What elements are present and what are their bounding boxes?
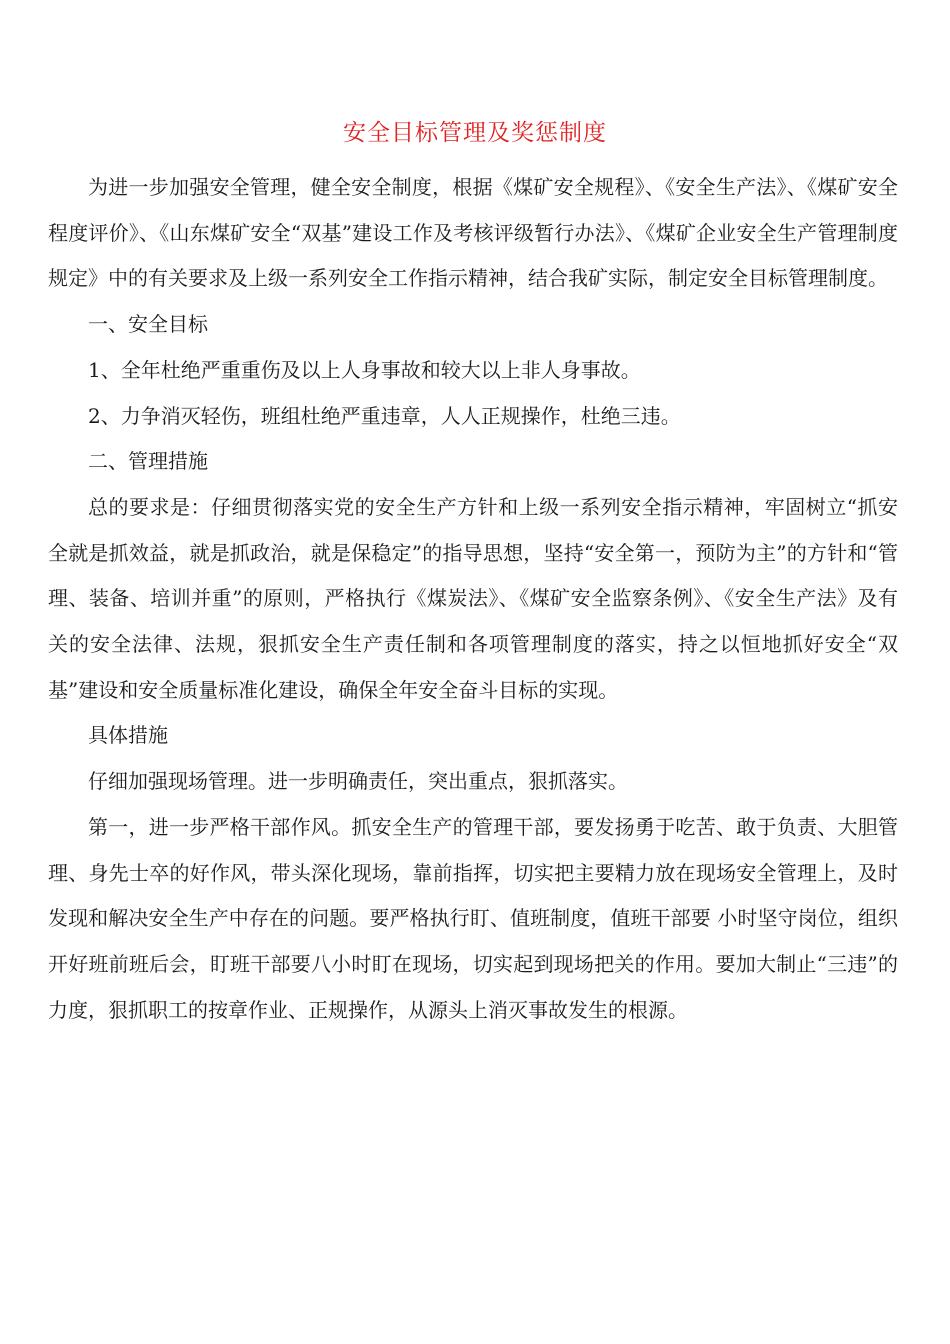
document-title: 安全目标管理及奖惩制度	[343, 120, 607, 146]
section-heading-management-measures: 二、管理措施	[88, 449, 208, 474]
paragraph-intro: 为进一步加强安全管理，健全安全制度，根据《煤矿安全规程》、《安全生产法》、《煤矿安全程度评价》、《山东煤矿安全“双基”建设工作及考核评级暂行办法》、《煤矿企业安全生产管理制度规定》中的有关要求及上级一系列安全工作指示精神，结合我矿实际，制定安全目标管理制度。	[48, 175, 898, 291]
section-heading-safety-goals: 一、安全目标	[88, 312, 208, 337]
subheading-specific-measures: 具体措施	[88, 723, 168, 748]
document-body	[48, 165, 898, 1033]
paragraph-site-management: 仔细加强现场管理。进一步明确责任，突出重点，狠抓落实。	[88, 769, 628, 794]
goal-item-1: 1、全年杜绝严重重伤及以上人身事故和较大以上非人身事故。	[88, 357, 641, 382]
paragraph-first-measure: 第一，进一步严格干部作风。抓安全生产的管理干部，要发扬勇于吃苦、敢于负责、大胆管理、身先士卒的好作风，带头深化现场，靠前指挥，切实把主要精力放在现场安全管理上，及时发现和解决安全生产中存在的问题。要严格执行盯、值班制度，值班干部要 小时坚守岗位，组织开好班前班后会，盯班干部要八小时盯在现场，切实起到现场把关的作用。要加大制止“三违”的力度，狠抓职工的按章作业、正规操作，从源头上消灭事故发生的根源。	[48, 814, 898, 1022]
goal-item-2: 2、力争消灭轻伤，班组杜绝严重违章，人人正规操作，杜绝三违。	[88, 403, 681, 428]
paragraph-general-requirements: 总的要求是：仔细贯彻落实党的安全生产方针和上级一系列安全指示精神，牢固树立“抓安全就是抓效益，就是抓政治，就是保稳定”的指导思想，坚持“安全第一，预防为主”的方针和“管理、装备、培训并重”的原则，严格执行《煤炭法》、《煤矿安全监察条例》、《安全生产法》及有关的安全法律、法规，狠抓安全生产责任制和各项管理制度的落实，持之以恒地抓好安全“双基”建设和安全质量标准化建设，确保全年安全奋斗目标的实现。	[48, 494, 898, 702]
